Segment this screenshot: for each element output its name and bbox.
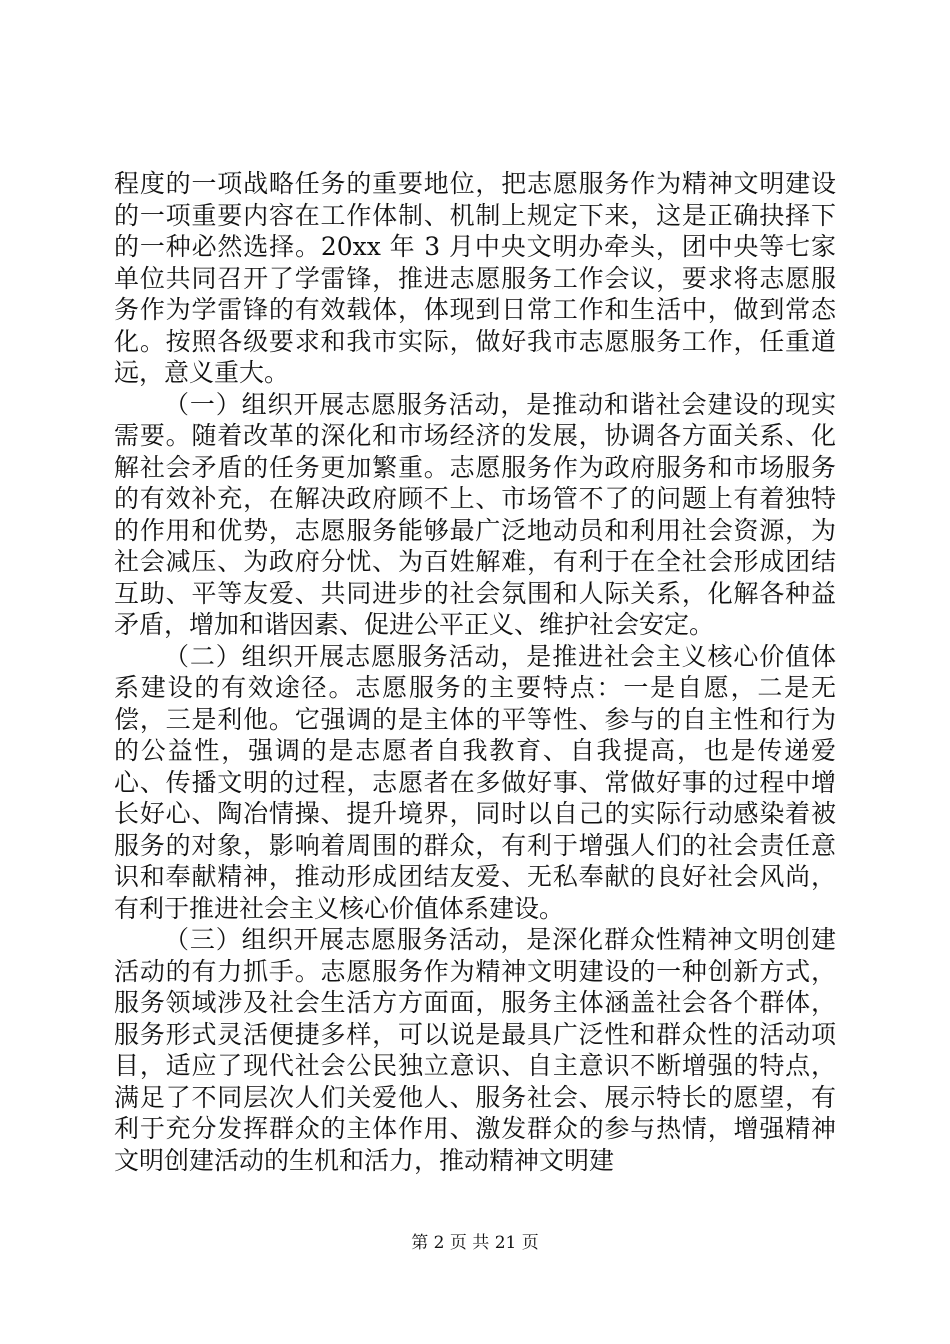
- page-footer: [0, 1232, 950, 1254]
- paragraph-section-three: （三）组织开展志愿服务活动，是深化群众性精神文明创建活动的有力抓手。志愿服务作为精神文明建设的一种创新方式，服务领域涉及社会生活方方面面，服务主体涵盖社会各个群体，服务形式灵活便捷多样，可以说是最具广泛性和群众性的活动项目，适应了现代社会公民独立意识、自主意识不断增强的特点，满足了不同层次人们关爱他人、服务社会、展示特长的愿望，有利于充分发挥群众的主体作用、激发群众的参与热情，增强精神文明创建活动的生机和活力，推动精神文明建: [114, 925, 836, 1175]
- paragraph-section-two: （二）组织开展志愿服务活动，是推进社会主义核心价值体系建设的有效途径。志愿服务的主要特点：一是自愿，二是无偿，三是利他。它强调的是主体的平等性、参与的自主性和行为的公益性，强调的是志愿者自我教育、自我提高，也是传递爱心、传播文明的过程，志愿者在多做好事、常做好事的过程中增长好心、陶冶情操、提升境界，同时以自己的实际行动感染着被服务的对象，影响着周围的群众，有利于增强人们的社会责任意识和奉献精神，推动形成团结友爱、无私奉献的良好社会风尚，有利于推进社会主义核心价值体系建设。: [114, 641, 836, 923]
- paragraph-continuation: 程度的一项战略任务的重要地位，把志愿服务作为精神文明建设的一项重要内容在工作体制、机制上规定下来，这是正确抉择下的一种必然选择。20xx 年 3 月中央文明办牵头，团中央等七家单位共同召开了学雷锋，推进志愿服务工作会议，要求将志愿服务作为学雷锋的有效载体，体现到日常工作和生活中，做到常态化。按照各级要求和我市实际，做好我市志愿服务工作，任重道远，意义重大。: [114, 169, 836, 387]
- page-number-label: 第 2 页 共 21 页: [411, 1233, 539, 1253]
- document-body: [114, 168, 836, 1176]
- paragraph-section-one: （一）组织开展志愿服务活动，是推动和谐社会建设的现实需要。随着改革的深化和市场经济的发展，协调各方面关系、化解社会矛盾的任务更加繁重。志愿服务作为政府服务和市场服务的有效补充，在解决政府顾不上、市场管不了的问题上有着独特的作用和优势，志愿服务能够最广泛地动员和利用社会资源，为社会减压、为政府分忧、为百姓解难，有利于在全社会形成团结互助、平等友爱、共同进步的社会氛围和人际关系，化解各种益矛盾，增加和谐因素、促进公平正义、维护社会安定。: [114, 389, 836, 639]
